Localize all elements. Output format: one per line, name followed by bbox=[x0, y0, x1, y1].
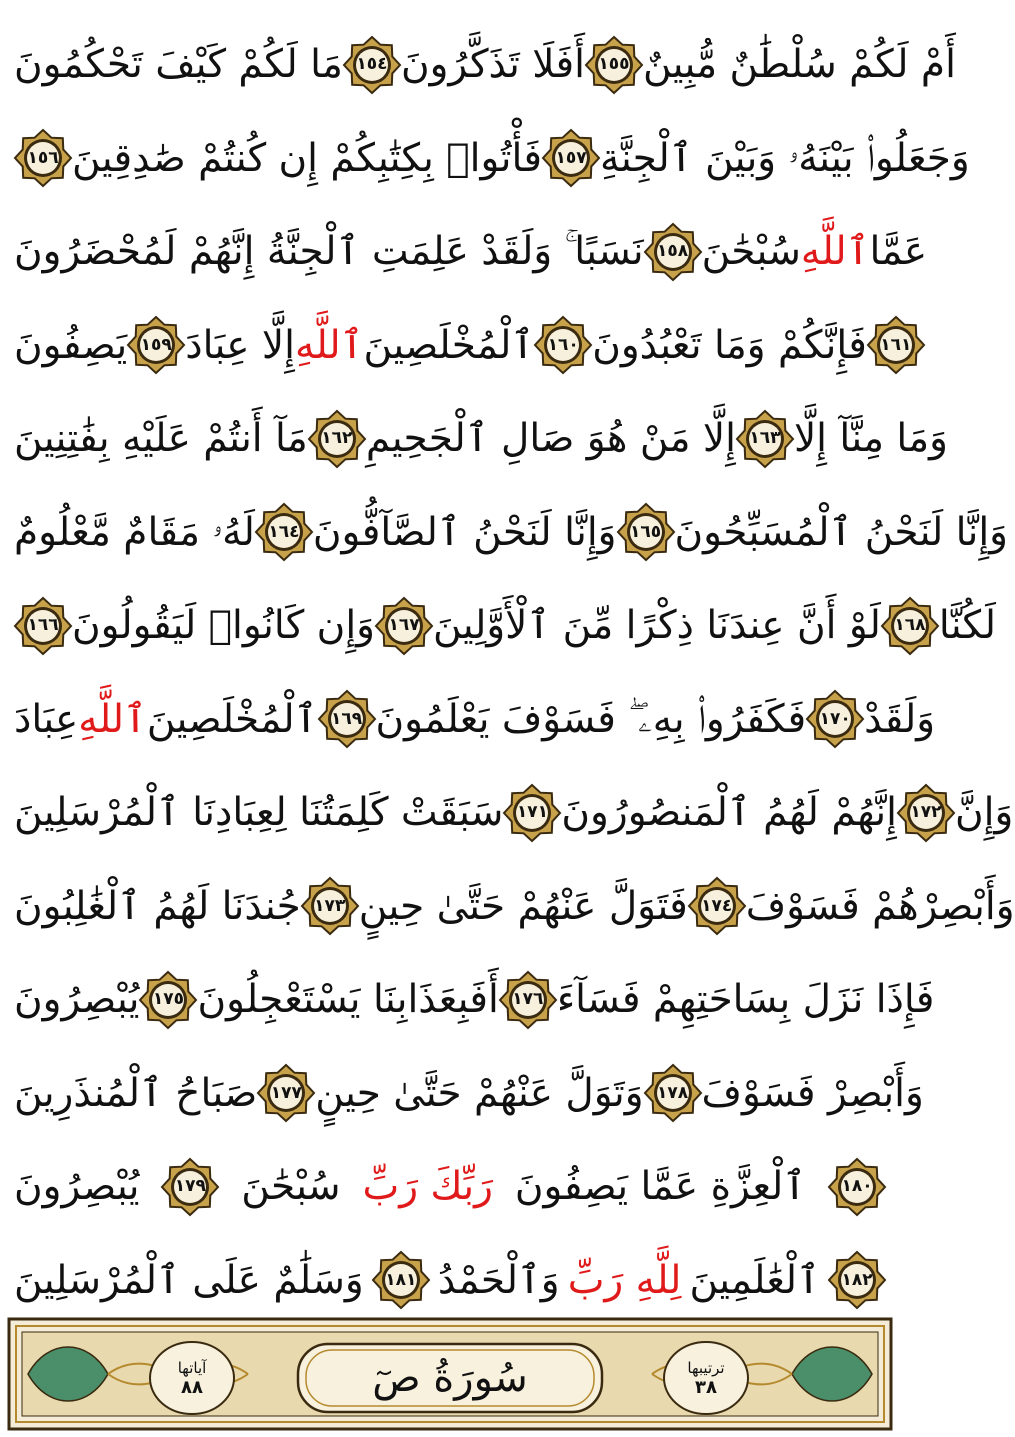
text-line bbox=[14, 1047, 924, 1141]
ayat-count-badge bbox=[148, 1340, 236, 1416]
text-line bbox=[14, 860, 1015, 954]
ayah-number: ١٦٤ bbox=[268, 521, 300, 542]
ayah-number-marker bbox=[542, 129, 600, 187]
text-line bbox=[14, 1140, 886, 1234]
ayah-number: ١٥٧ bbox=[555, 147, 587, 168]
ayah-number: ١٨١ bbox=[385, 1269, 417, 1290]
ayah-number: ١٦٣ bbox=[749, 428, 781, 449]
verse-text: وَأَبْصِرْهُمْ فَسَوْفَ bbox=[745, 883, 1015, 929]
ayah-number: ١٧٤ bbox=[701, 895, 733, 916]
divine-name-text: رَبِّكَ رَبِّ bbox=[362, 1164, 493, 1210]
text-line bbox=[14, 392, 948, 486]
text-line bbox=[14, 953, 935, 1047]
verse-text: وَإِنَّ bbox=[954, 790, 1014, 836]
ayah-number: ١٧٠ bbox=[819, 708, 851, 729]
ayah-number-marker bbox=[343, 36, 401, 94]
quran-text-block bbox=[14, 18, 1015, 1327]
ayah-number: ١٧١ bbox=[516, 802, 548, 823]
ayah-number: ١٥٨ bbox=[657, 241, 689, 262]
ayah-number-marker bbox=[617, 503, 675, 561]
verse-text: فَأْتُوا۟ بِكِتَٰبِكُمْ إِن كُنتُمْ صَٰدِقِينَ bbox=[72, 135, 542, 181]
ayah-number: ١٥٩ bbox=[140, 334, 172, 355]
ayah-number-marker bbox=[301, 877, 359, 935]
ayah-number: ١٦١ bbox=[880, 334, 912, 355]
divine-name-text: ٱللَّهِ bbox=[294, 322, 364, 368]
verse-text: إِنَّهُمْ لَهُمُ ٱلْمَنصُورُونَ bbox=[561, 790, 897, 836]
ayah-number-marker bbox=[14, 129, 72, 187]
verse-text: عَمَّا bbox=[869, 229, 928, 275]
ayah-number-marker bbox=[828, 1158, 886, 1216]
ayah-number-marker bbox=[881, 597, 939, 655]
surah-title: سُورَةُ صٓ bbox=[372, 1355, 528, 1401]
ayat-count: ٨٨ bbox=[181, 1376, 203, 1398]
verse-text: صَبَاحُ ٱلْمُنذَرِينَ bbox=[14, 1070, 258, 1116]
surah-order-badge bbox=[662, 1340, 750, 1416]
verse-text: فَإِذَا نَزَلَ بِسَاحَتِهِمْ فَسَآءَ bbox=[556, 977, 935, 1023]
verse-text: وَسَلَٰمٌ عَلَى ٱلْمُرْسَلِينَ bbox=[14, 1257, 364, 1303]
text-line bbox=[14, 579, 996, 673]
verse-text: يُبْصِرُونَ bbox=[14, 1164, 140, 1210]
ayah-number-marker bbox=[161, 1158, 219, 1216]
verse-text: ٱلْعَٰلَمِينَ bbox=[689, 1257, 820, 1303]
ayah-number: ١٦٨ bbox=[894, 615, 926, 636]
verse-text: إِلَّا مَنْ هُوَ صَالِ ٱلْجَحِيمِ bbox=[365, 416, 736, 462]
verse-text: وَمَا مِنَّآ إِلَّا bbox=[793, 416, 948, 462]
text-line bbox=[14, 486, 1009, 580]
divine-name-text: ٱللَّهِ bbox=[78, 696, 147, 742]
ayat-label: آياتها bbox=[177, 1358, 207, 1377]
verse-text: سُبْحَٰنَ bbox=[241, 1164, 341, 1210]
ayah-number-marker bbox=[257, 1064, 315, 1122]
verse-text: فَإِنَّكُمْ وَمَا تَعْبُدُونَ bbox=[592, 322, 867, 368]
ayah-number-marker bbox=[499, 971, 557, 1029]
verse-text: فَتَوَلَّ عَنْهُمْ حَتَّىٰ حِينٍ bbox=[358, 883, 688, 929]
ayah-number-marker bbox=[806, 690, 864, 748]
ayah-number: ١٥٤ bbox=[356, 54, 388, 75]
order-label: ترتيبها bbox=[687, 1358, 725, 1377]
verse-text: أَمْ لَكُمْ سُلْطَٰنٌ مُّبِينٌ bbox=[642, 42, 956, 88]
verse-text: وَلَقَدْ bbox=[864, 696, 936, 742]
ayah-number-marker bbox=[534, 316, 592, 374]
verse-text: وَجَعَلُوا۟ بَيْنَهُۥ وَبَيْنَ ٱلْجِنَّةِ bbox=[600, 135, 970, 181]
text-line bbox=[14, 1234, 886, 1328]
divine-name-text: ٱللَّهِ bbox=[800, 229, 870, 275]
surah-header-banner bbox=[8, 1318, 892, 1430]
verse-text: وَإِنَّا لَنَحْنُ ٱلصَّآفُّونَ bbox=[312, 509, 617, 555]
ayah-number-marker bbox=[14, 597, 72, 655]
ayah-number: ١٧٣ bbox=[314, 895, 346, 916]
verse-text: أَفَبِعَذَابِنَا يَسْتَعْجِلُونَ bbox=[197, 977, 499, 1023]
verse-text: لَكُنَّا bbox=[938, 603, 996, 649]
ayah-number: ١٧٧ bbox=[270, 1082, 302, 1103]
verse-text: ٱلْعِزَّةِ عَمَّا يَصِفُونَ bbox=[514, 1164, 807, 1210]
text-line bbox=[14, 112, 970, 206]
ayah-number-marker bbox=[127, 316, 185, 374]
verse-text: سُبْحَٰنَ bbox=[701, 229, 801, 275]
verse-text: عِبَادَ bbox=[14, 696, 79, 742]
ayah-number-marker bbox=[644, 223, 702, 281]
ayah-number-marker bbox=[255, 503, 313, 561]
ayah-number: ١٥٦ bbox=[27, 147, 59, 168]
ayah-number: ١٧٢ bbox=[910, 802, 942, 823]
ayah-number-marker bbox=[139, 971, 197, 1029]
verse-text: وَإِنَّا لَنَحْنُ ٱلْمُسَبِّحُونَ bbox=[674, 509, 1009, 555]
text-line bbox=[14, 673, 936, 767]
ayah-number-marker bbox=[897, 784, 955, 842]
divine-name-text: لِلَّهِ رَبِّ bbox=[567, 1257, 682, 1303]
ayah-number-marker bbox=[318, 690, 376, 748]
ayah-number-marker bbox=[688, 877, 746, 935]
ayah-number: ١٦٩ bbox=[330, 708, 363, 729]
verse-text: سَبَقَتْ كَلِمَتُنَا لِعِبَادِنَا ٱلْمُرْسَلِينَ bbox=[14, 790, 504, 836]
verse-text: مَا لَكُمْ كَيْفَ تَحْكُمُونَ bbox=[14, 42, 343, 88]
verse-text: ٱلْمُخْلَصِينَ bbox=[363, 322, 535, 368]
verse-text: لَهُۥ مَقَامٌ مَّعْلُومٌ bbox=[14, 509, 255, 555]
verse-text: يَصِفُونَ bbox=[14, 322, 128, 368]
ayah-number: ١٥٥ bbox=[598, 54, 630, 75]
ayah-number-marker bbox=[372, 1251, 430, 1309]
verse-text: فَكَفَرُوا۟ بِهِۦ ۖ فَسَوْفَ يَعْلَمُونَ bbox=[375, 696, 807, 742]
ayah-number-marker bbox=[736, 410, 794, 468]
verse-text: وَأَبْصِرْ فَسَوْفَ bbox=[701, 1070, 924, 1116]
ayah-number: ١٦٥ bbox=[629, 521, 662, 542]
ayah-number: ١٧٦ bbox=[512, 989, 544, 1010]
ayah-number: ١٧٥ bbox=[152, 989, 185, 1010]
ayah-number-marker bbox=[644, 1064, 702, 1122]
verse-text: وَتَوَلَّ عَنْهُمْ حَتَّىٰ حِينٍ bbox=[315, 1070, 644, 1116]
verse-text: جُندَنَا لَهُمُ ٱلْغَٰلِبُونَ bbox=[14, 883, 301, 929]
verse-text: ٱلْمُخْلَصِينَ bbox=[146, 696, 318, 742]
ayah-number: ١٨٠ bbox=[841, 1176, 873, 1197]
ayah-number: ١٦٢ bbox=[321, 428, 353, 449]
text-line bbox=[14, 299, 912, 393]
verse-text: لَوْ أَنَّ عِندَنَا ذِكْرًا مِّنَ ٱلْأَوَّلِينَ bbox=[433, 603, 881, 649]
ayah-number: ١٧٨ bbox=[656, 1082, 689, 1103]
ayah-number-marker bbox=[585, 36, 643, 94]
ayah-number: ١٦٦ bbox=[27, 615, 59, 636]
ayah-number-marker bbox=[503, 784, 561, 842]
text-line bbox=[14, 18, 956, 112]
verse-text: وَٱلْحَمْدُ bbox=[437, 1257, 560, 1303]
verse-text: أَفَلَا تَذَكَّرُونَ bbox=[400, 42, 585, 88]
text-line bbox=[14, 766, 1014, 860]
verse-text: مَآ أَنتُمْ عَلَيْهِ بِفَٰتِنِينَ bbox=[14, 416, 308, 462]
ayah-number-marker bbox=[867, 316, 925, 374]
verse-text: وَإِن كَانُوا۟ لَيَقُولُونَ bbox=[72, 603, 375, 649]
order-number: ٣٨ bbox=[695, 1376, 717, 1398]
ayah-number: ١٧٩ bbox=[174, 1176, 206, 1197]
verse-text: نَسَبًا ۚ وَلَقَدْ عَلِمَتِ ٱلْجِنَّةُ إِنَّهُمْ لَمُحْضَرُونَ bbox=[14, 229, 644, 275]
ayah-number-marker bbox=[828, 1251, 886, 1309]
verse-text: إِلَّا عِبَادَ bbox=[185, 322, 295, 368]
text-line bbox=[14, 205, 928, 299]
ayah-number: ١٨٢ bbox=[841, 1269, 873, 1290]
ayah-number-marker bbox=[308, 410, 366, 468]
ayah-number: ١٦٧ bbox=[388, 615, 420, 636]
ayah-number: ١٦٠ bbox=[547, 334, 579, 355]
ayah-number-marker bbox=[375, 597, 433, 655]
verse-text: يُبْصِرُونَ bbox=[14, 977, 140, 1023]
